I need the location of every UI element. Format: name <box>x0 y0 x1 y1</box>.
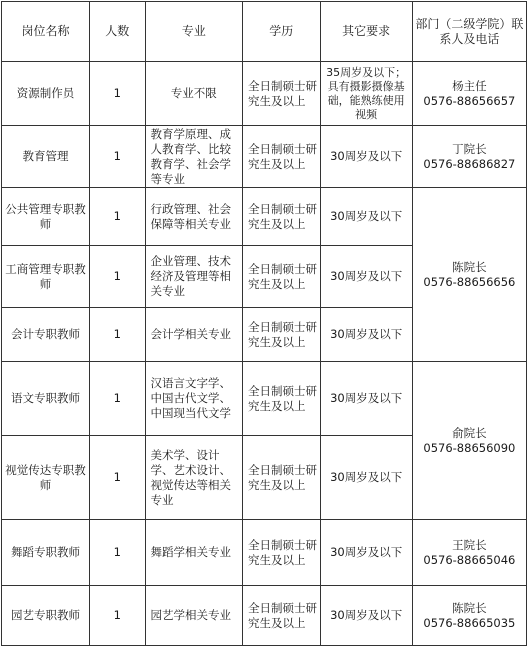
major: 会计学相关专业 <box>145 308 242 362</box>
position-name: 教育管理 <box>2 126 90 188</box>
contact-cell <box>412 520 526 586</box>
header-education: 学历 <box>243 2 321 62</box>
contact-cell <box>412 362 526 520</box>
header-requirements: 其它要求 <box>320 2 412 62</box>
major: 行政管理、社会保障等相关专业 <box>145 188 242 246</box>
headcount: 1 <box>90 436 146 520</box>
table-row <box>2 62 527 126</box>
table-row <box>2 126 527 188</box>
education: 全日制硕士研究生及以上 <box>243 362 321 436</box>
table-row <box>2 586 527 646</box>
contact-person: 杨主任 <box>452 78 487 93</box>
header-row <box>2 2 527 62</box>
table-row <box>2 362 527 436</box>
headcount: 1 <box>90 586 146 646</box>
contact-phone: 0576-88656657 <box>423 93 516 108</box>
education: 全日制硕士研究生及以上 <box>243 520 321 586</box>
headcount: 1 <box>90 520 146 586</box>
position-name: 语文专职教师 <box>2 362 90 436</box>
major: 企业管理、技术经济及管理等相关专业 <box>145 246 242 308</box>
contact-person: 俞院长 <box>452 425 487 440</box>
position-name: 公共管理专职教师 <box>2 188 90 246</box>
requirements: 30周岁及以下 <box>320 188 412 246</box>
header-position: 岗位名称 <box>2 2 90 62</box>
headcount: 1 <box>90 62 146 126</box>
headcount: 1 <box>90 188 146 246</box>
contact-phone: 0576-88686827 <box>423 156 516 171</box>
contact-person: 丁院长 <box>452 141 487 156</box>
recruitment-table <box>1 1 527 646</box>
requirements: 35周岁及以下；具有摄影摄像基础，能熟练使用视频 <box>320 62 412 126</box>
major: 专业不限 <box>145 62 242 126</box>
requirements: 30周岁及以下 <box>320 246 412 308</box>
position-name: 工商管理专职教师 <box>2 246 90 308</box>
position-name: 园艺专职教师 <box>2 586 90 646</box>
major: 教育学原理、成人教育学、比较教育学、社会学等专业 <box>145 126 242 188</box>
headcount: 1 <box>90 362 146 436</box>
education: 全日制硕士研究生及以上 <box>243 188 321 246</box>
major: 美术学、设计学、艺术设计、视觉传达等相关专业 <box>145 436 242 520</box>
position-name: 资源制作员 <box>2 62 90 126</box>
contact-phone: 0576-88656656 <box>423 274 516 289</box>
table-row <box>2 520 527 586</box>
contact-cell <box>412 62 526 126</box>
major: 汉语言文字学、中国古代文学、中国现当代文学 <box>145 362 242 436</box>
contact-phone: 0576-88665035 <box>423 615 516 630</box>
headcount: 1 <box>90 126 146 188</box>
requirements: 30周岁及以下 <box>320 308 412 362</box>
contact-cell <box>412 188 526 362</box>
education: 全日制硕士研究生及以上 <box>243 308 321 362</box>
position-name: 舞蹈专职教师 <box>2 520 90 586</box>
headcount: 1 <box>90 308 146 362</box>
contact-person: 陈院长 <box>452 259 487 274</box>
contact-phone: 0576-88656090 <box>423 440 516 455</box>
requirements: 30周岁及以下 <box>320 520 412 586</box>
major: 园艺学相关专业 <box>145 586 242 646</box>
major: 舞蹈学相关专业 <box>145 520 242 586</box>
contact-cell <box>412 126 526 188</box>
education: 全日制硕士研究生及以上 <box>243 586 321 646</box>
education: 全日制硕士研究生及以上 <box>243 126 321 188</box>
education: 全日制硕士研究生及以上 <box>243 436 321 520</box>
contact-person: 陈院长 <box>452 600 487 615</box>
requirements: 30周岁及以下 <box>320 436 412 520</box>
requirements: 30周岁及以下 <box>320 362 412 436</box>
education: 全日制硕士研究生及以上 <box>243 246 321 308</box>
contact-phone: 0576-88665046 <box>423 552 516 567</box>
headcount: 1 <box>90 246 146 308</box>
table-row <box>2 188 527 246</box>
header-major: 专业 <box>145 2 242 62</box>
education: 全日制硕士研究生及以上 <box>243 62 321 126</box>
contact-cell <box>412 586 526 646</box>
header-count: 人数 <box>90 2 146 62</box>
header-contact: 部门（二级学院）联系人及电话 <box>412 2 526 62</box>
position-name: 视觉传达专职教师 <box>2 436 90 520</box>
requirements: 30周岁及以下 <box>320 586 412 646</box>
requirements: 30周岁及以下 <box>320 126 412 188</box>
contact-person: 王院长 <box>452 537 487 552</box>
position-name: 会计专职教师 <box>2 308 90 362</box>
